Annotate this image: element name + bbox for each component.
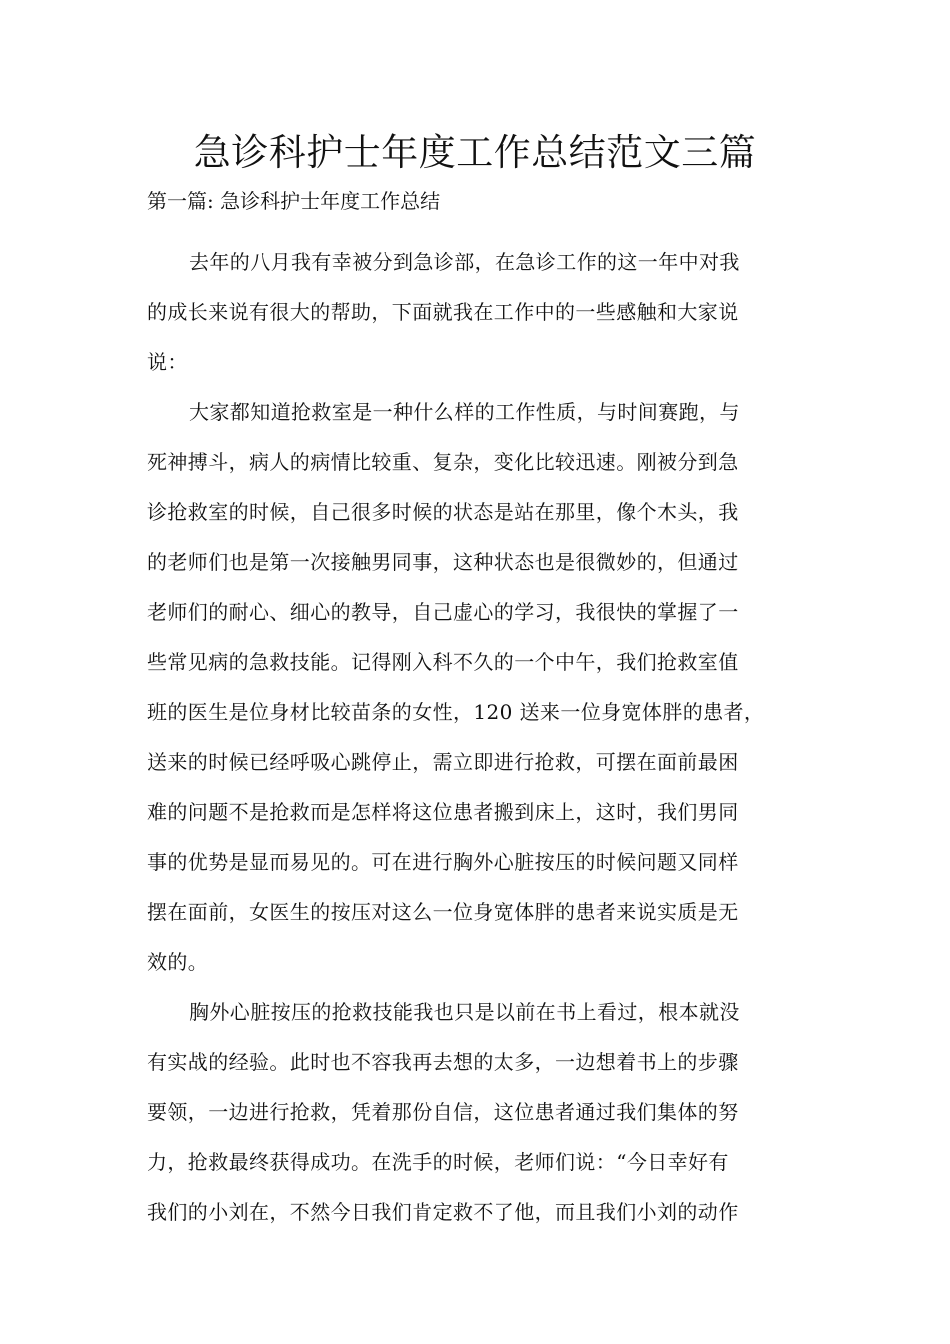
text-line: 的老师们也是第一次接触男同事，这种状态也是很微妙的，但通过	[147, 550, 739, 574]
text-line: 的成长来说有很大的帮助，下面就我在工作中的一些感触和大家说	[147, 300, 739, 324]
text-line: 诊抢救室的时候，自己很多时候的状态是站在那里，像个木头，我	[147, 500, 739, 524]
text-line: 难的问题不是抢救而是怎样将这位患者搬到床上，这时，我们男同	[147, 800, 739, 824]
document-title: 急诊科护士年度工作总结范文三篇	[193, 131, 757, 174]
text-line: 力，抢救最终获得成功。在洗手的时候，老师们说：“今日幸好有	[147, 1150, 729, 1174]
text-line: 事的优势是显而易见的。可在进行胸外心脏按压的时候问题又同样	[147, 850, 739, 874]
text-line: 送来的时候已经呼吸心跳停止，需立即进行抢救，可摆在面前最困	[147, 750, 739, 774]
document-body	[147, 237, 819, 1237]
text-line: 老师们的耐心、细心的教导，自己虚心的学习，我很快的掌握了一	[147, 600, 739, 624]
text-line: 我们的小刘在，不然今日我们肯定救不了他，而且我们小刘的动作	[147, 1200, 739, 1224]
text-line: 效的。	[147, 950, 209, 974]
text-line: 去年的八月我有幸被分到急诊部，在急诊工作的这一年中对我	[189, 250, 740, 274]
text-line: 摆在面前，女医生的按压对这么一位身宽体胖的患者来说实质是无	[147, 900, 739, 924]
text-line: 死神搏斗，病人的病情比较重、复杂，变化比较迅速。刚被分到急	[147, 450, 739, 474]
section-heading: 第一篇: 急诊科护士年度工作总结	[147, 189, 441, 213]
text-line: 大家都知道抢救室是一种什么样的工作性质，与时间赛跑，与	[189, 400, 740, 424]
text-line: 班的医生是位身材比较苗条的女性，120 送来一位身宽体胖的患者，	[147, 700, 765, 724]
paragraph-3	[147, 987, 819, 1237]
text-line: 胸外心脏按压的抢救技能我也只是以前在书上看过，根本就没	[189, 1000, 740, 1024]
text-line: 说：	[147, 350, 188, 374]
paragraph-1	[147, 237, 819, 387]
paragraph-2	[147, 387, 819, 987]
text-line: 些常见病的急救技能。记得刚入科不久的一个中午，我们抢救室值	[147, 650, 739, 674]
text-line: 要领，一边进行抢救，凭着那份自信，这位患者通过我们集体的努	[147, 1100, 739, 1124]
text-line: 有实战的经验。此时也不容我再去想的太多，一边想着书上的步骤	[147, 1050, 739, 1074]
